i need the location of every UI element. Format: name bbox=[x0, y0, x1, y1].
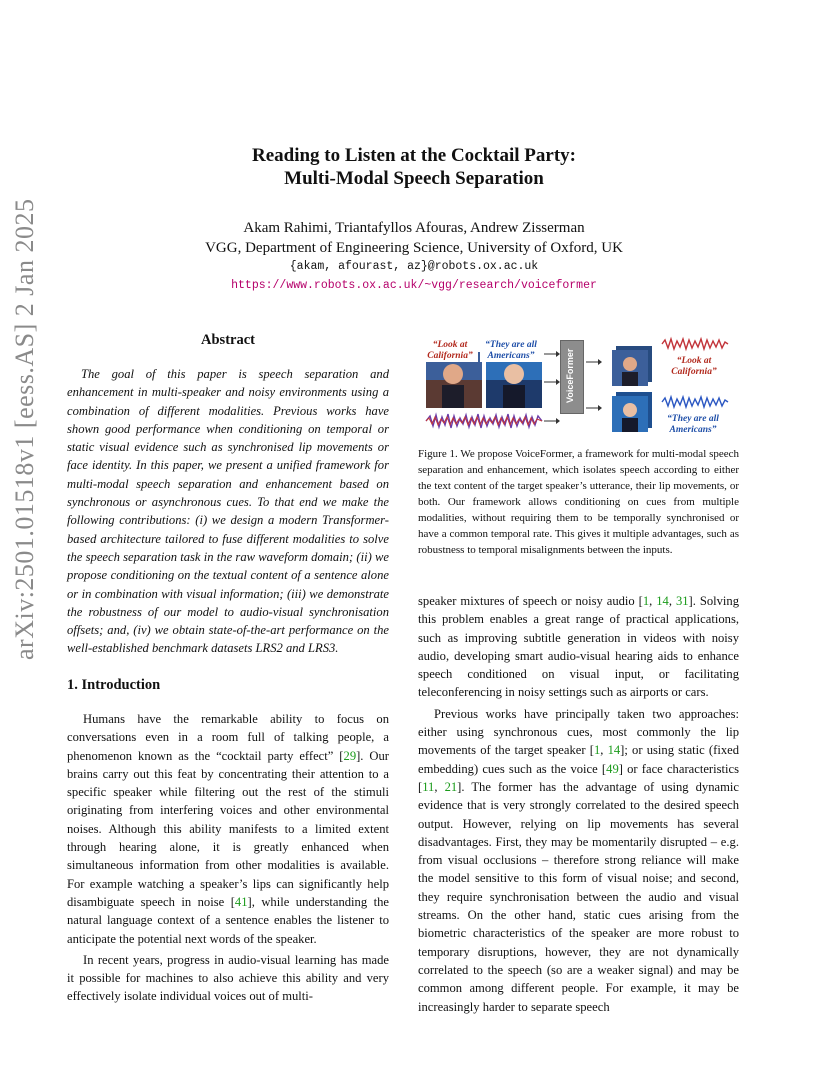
arxiv-identifier bbox=[8, 198, 48, 660]
output-waveform-2 bbox=[662, 397, 728, 407]
citation-link[interactable]: 11 bbox=[422, 779, 435, 794]
quote-right-2: “They are all Americans” bbox=[667, 414, 719, 435]
citation-link[interactable]: 14 bbox=[656, 594, 669, 608]
quote-right-1: “Look at California” bbox=[671, 356, 717, 377]
citation-link[interactable]: 31 bbox=[675, 594, 689, 608]
project-url-link[interactable]: https://www.robots.ox.ac.uk/~vgg/research/voiceformer bbox=[231, 279, 597, 292]
abstract-heading: Abstract bbox=[201, 332, 255, 348]
affiliation: VGG, Department of Engineering Science, University of Oxford, UK bbox=[205, 240, 623, 256]
voiceformer-label: VoiceFormer bbox=[565, 348, 575, 403]
right-column-body bbox=[418, 592, 739, 1016]
right-paragraph-2: Previous works have principally taken two approaches: either using synchronous cues, most commonly the lip movements of the target speaker [1, 14]; or using static (fixed embedding) cues such as the voice [49] or face characteristics [11, 21]. The former has the advantage of using dynamic evidence that is very strongly correlated to the desired speech output. However, relying on lip movements has several disadvantages. First, they may be momentarily disrupted – e.g. from visual occlusions – therefore strong reliance will make the model sensitive to this form of visual noise; and second, they require synchronisation between the audio and visual streams. On the other hand, static cues arising from the biometric characteristics of the speaker are more robust to temporary disruptions, however, they are not dynamically correlated to the speech (so are a weaker signal) and may be common among different people. For example, it may be increasingly harder to separate speech bbox=[418, 706, 739, 1014]
author-emails: {akam, afourast, az}@robots.ox.ac.uk bbox=[289, 260, 539, 273]
voiceformer-block bbox=[560, 340, 584, 414]
abstract-body bbox=[67, 365, 389, 658]
intro-body bbox=[67, 710, 389, 1006]
intro-paragraph-1: Humans have the remarkable ability to focus on conversations even in a room full of talking people, a phenomenon known as the “cocktail party effect” [29]. Our brains carry out this feat by concentrating their attention to a specific speaker while filtering out the rest of the stimuli originating from interfering voices and other environmental noises. Although this ability manifests to a limited extent through hearing alone, it is greatly enhanced when simultaneous information from other modalities is available. For example watching a speaker’s lips can significantly help disambiguate speech in noise [41], while understanding the natural language context of a sentence enables the listener to anticipate the potential next words of the speaker. bbox=[67, 712, 390, 946]
paper-title-line-1: Reading to Listen at the Cocktail Party: bbox=[251, 145, 577, 166]
intro-paragraph-2: In recent years, progress in audio-visual learning has made it possible for machines to also achieve this ability and very effectively isolate individual voices out of multi- bbox=[67, 952, 389, 1004]
citation-link[interactable]: 29 bbox=[343, 748, 357, 763]
right-paragraph-1: speaker mixtures of speech or noisy audio [1, 14, 31]. Solving this problem enables a great range of practical applications, such as improving subtitle generation in videos with noisy audio, developing smart audio-visual hearing aids to enhance speech conditioned on visual input, or facilitating teleconferencing in noisy settings such as airports or cars. bbox=[418, 594, 740, 700]
citation-link[interactable]: 1 bbox=[642, 594, 650, 608]
mixture-waveform bbox=[426, 414, 542, 428]
arxiv-id-text: arXiv:2501.01518v1 [eess.AS] 2 Jan 2025 bbox=[10, 198, 39, 660]
output-waveform-1 bbox=[662, 339, 728, 349]
citation-link[interactable]: 21 bbox=[444, 779, 458, 794]
quote-left-2: “They are all Americans” bbox=[480, 340, 542, 362]
citation-link[interactable]: 41 bbox=[234, 894, 248, 909]
paper-title-line-2: Multi-Modal Speech Separation bbox=[284, 168, 544, 189]
citation-link[interactable]: 1 bbox=[593, 743, 601, 758]
quote-left-1: “Look at California” bbox=[422, 340, 478, 362]
figure-1-caption: Figure 1. We propose VoiceFormer, a framework for multi-modal speech separation and enhancement, which isolates speech according to either the text content of the target speaker’s utterance, their lip movements, or both. Our framework allows conditioning on cues from multiple modalities, without requiring them to be temporally synchronised or have a common temporal rate. This gives it multiple advantages, such as robustness to temporal misalignments between the inputs. bbox=[418, 448, 739, 556]
intro-heading: 1. Introduction bbox=[67, 677, 161, 693]
citation-link[interactable]: 14 bbox=[607, 743, 621, 758]
figure-1 bbox=[418, 336, 739, 440]
abstract-text: The goal of this paper is speech separation and enhancement in multi-speaker and noisy environments using a combination of different modalities. Previous works have shown good performance when conditioning on temporal or static visual evidence such as synchronised lip movements or face identity. In this paper, we present a unified framework for multi-modal speech separation and enhancement based on synchronous or asynchronous cues. To that end we make the following contributions: (i) we design a modern Transformer-based architecture tailored to fuse different modalities to solve the speech separation task in the raw waveform domain; (ii) we propose conditioning on the textual content of a sentence alone or in combination with visual information; (iii) we demonstrate the robustness of our model to audio-visual synchronisation offsets; and, (iv) we obtain state-of-the-art performance on the well-established benchmark datasets LRS2 and LRS3. bbox=[67, 367, 389, 656]
citation-link[interactable]: 49 bbox=[606, 761, 619, 776]
authors: Akam Rahimi, Triantafyllos Afouras, Andrew Zisserman bbox=[243, 220, 585, 236]
